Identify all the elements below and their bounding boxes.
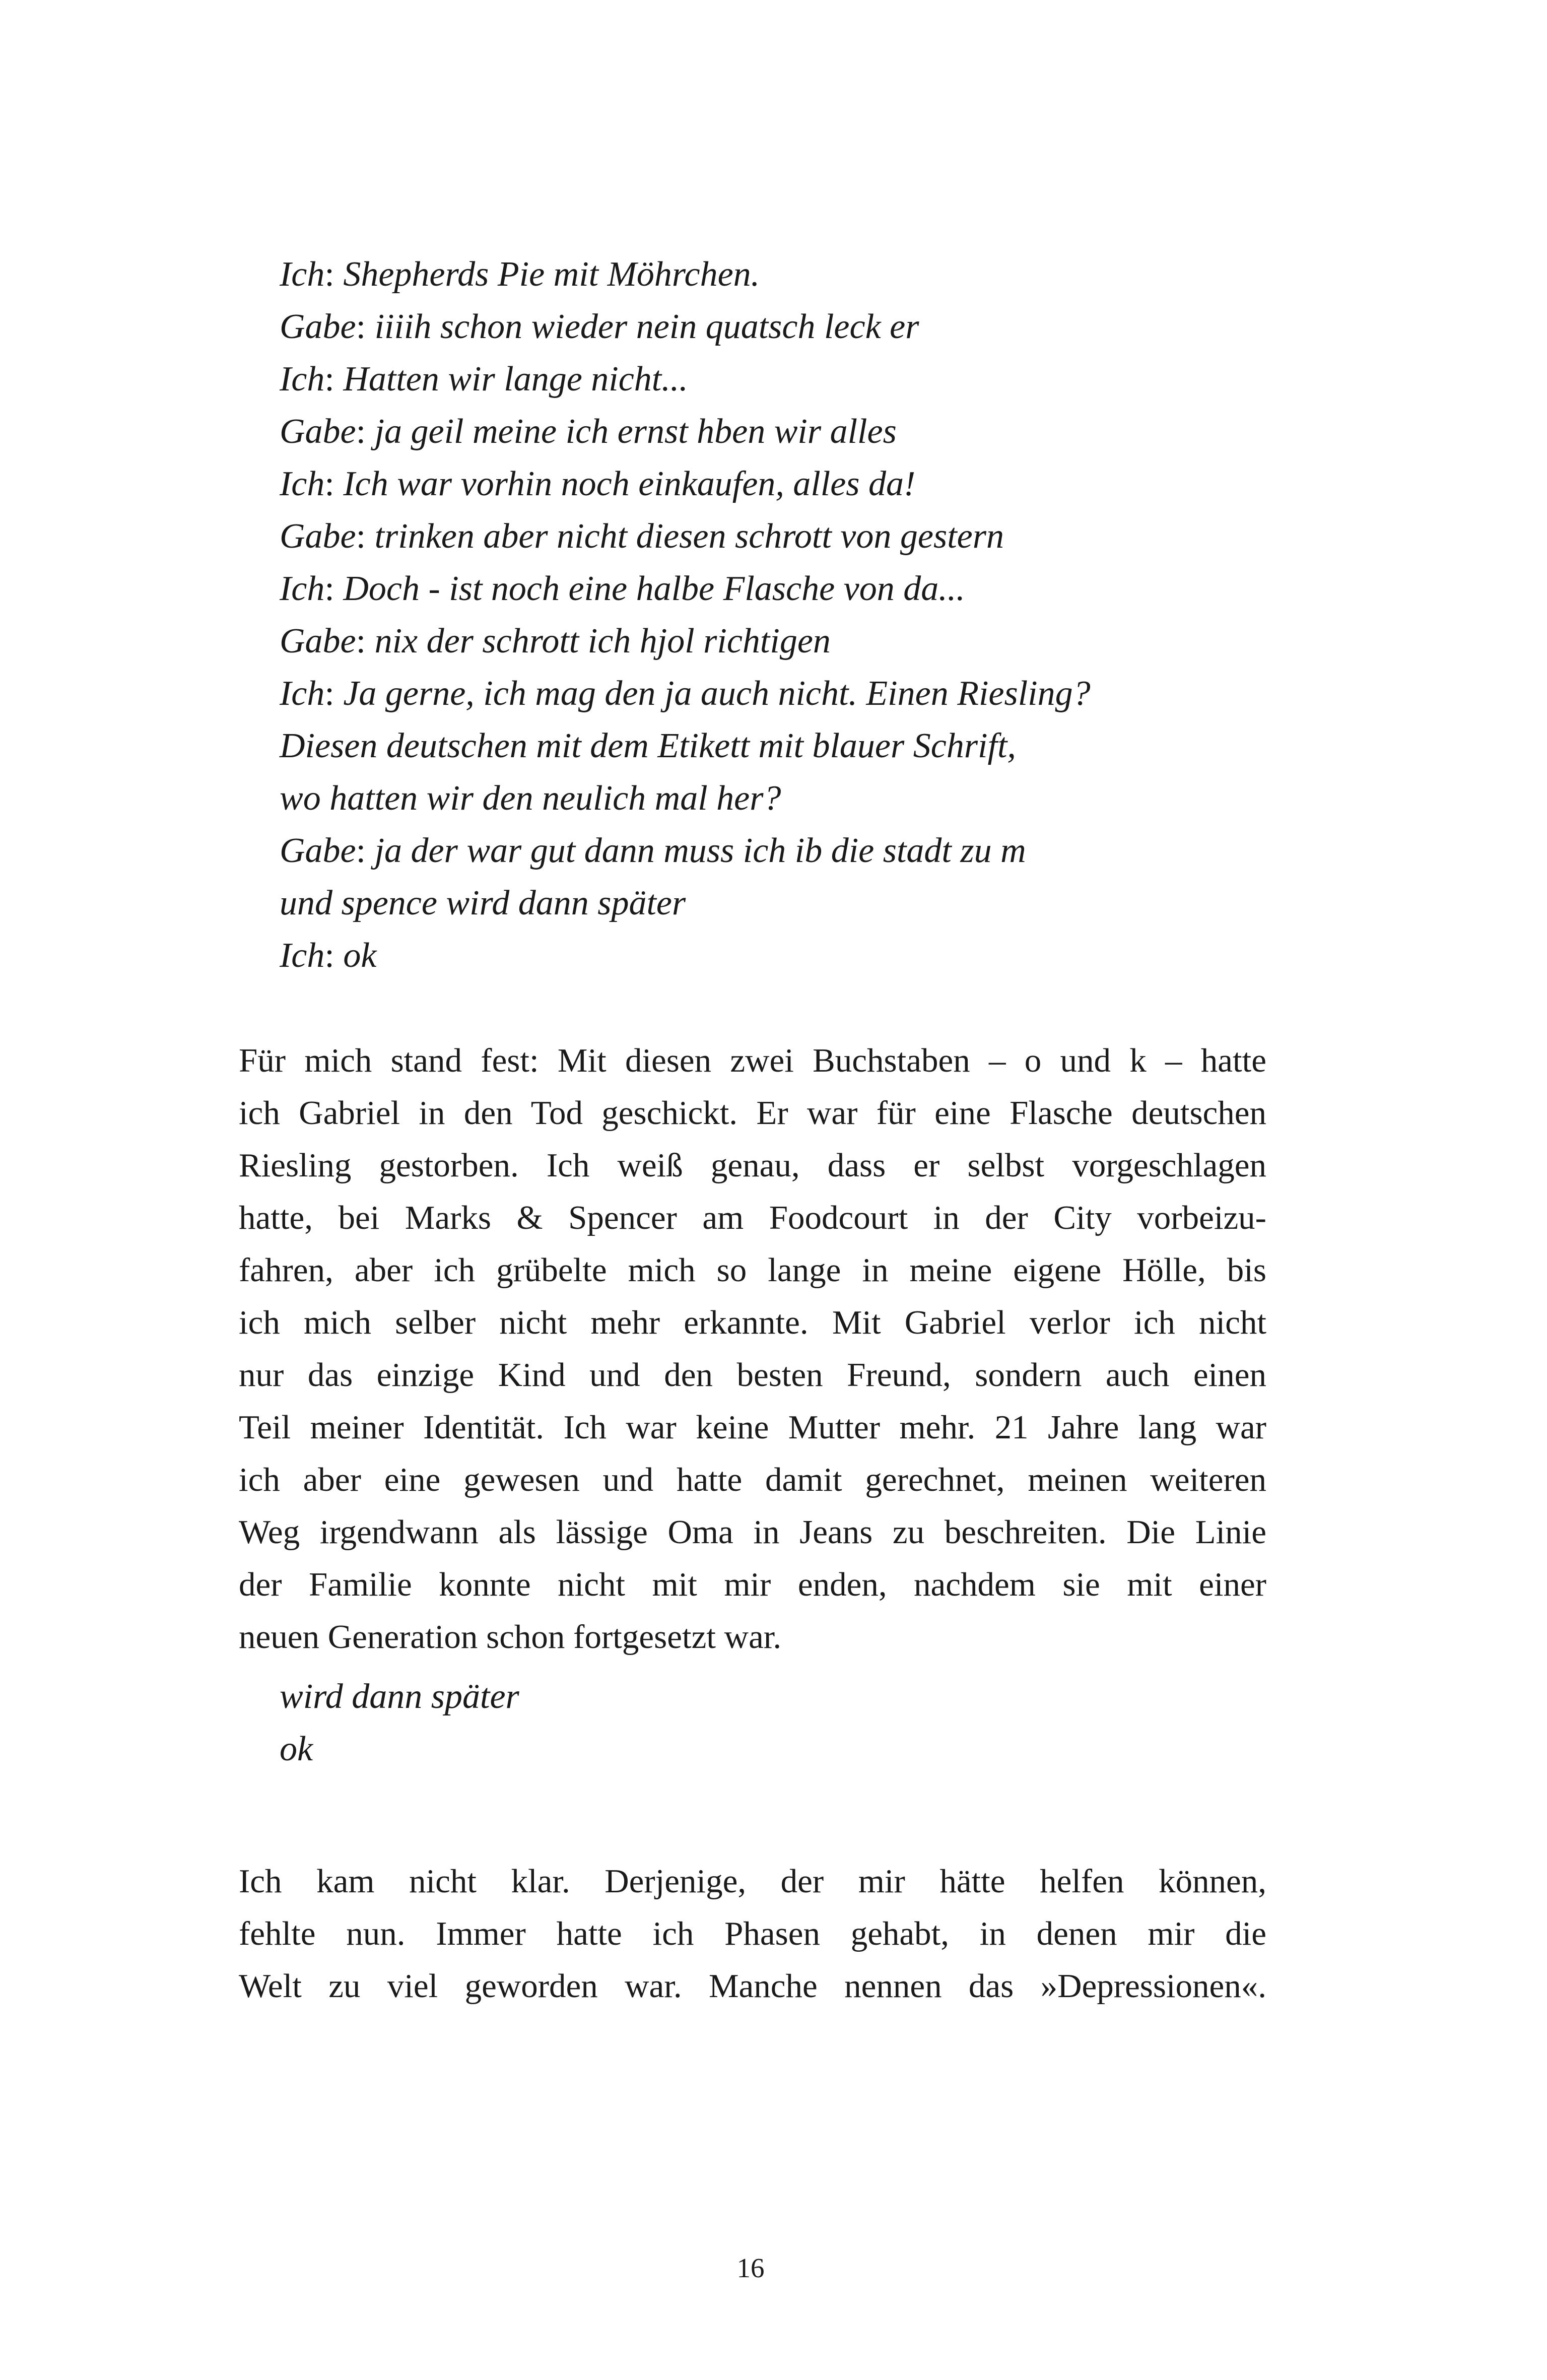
dialog-line: [280, 301, 1287, 353]
speaker-name: Ich: [280, 255, 325, 294]
dialog-text: trinken aber nicht diesen schrott von gestern: [366, 517, 1004, 556]
speaker-colon: :: [324, 255, 334, 294]
paragraph-1: [239, 1034, 1266, 1663]
text-line: der Familie konnte nicht mit mir enden, nachdem sie mit einer: [239, 1566, 1266, 1603]
dialog-line: [280, 406, 1287, 458]
speaker-colon: :: [324, 936, 334, 975]
dialog-line: [280, 615, 1287, 668]
speaker-name: Ich: [280, 569, 325, 608]
speaker-name: Gabe: [280, 517, 356, 556]
speaker-name: Gabe: [280, 831, 356, 870]
speaker-colon: :: [356, 307, 366, 346]
speaker-colon: :: [324, 465, 334, 503]
dialog-text: wo hatten wir den neulich mal her?: [280, 779, 781, 818]
text-line: nur das einzige Kind und den besten Freund, sondern auch einen: [239, 1356, 1266, 1394]
text-line: neuen Generation schon fortgesetzt war.: [239, 1618, 782, 1656]
dialog-line: [280, 510, 1287, 563]
speaker-colon: :: [356, 622, 366, 660]
page-number: 16: [736, 2253, 765, 2283]
text-line: Für mich stand fest: Mit diesen zwei Buchstaben – o und k – hatte: [239, 1042, 1266, 1079]
dialog-text: Hatten wir lange nicht...: [334, 360, 688, 399]
dialog-line: [280, 458, 1287, 510]
dialog-text: und spence wird dann später: [280, 884, 686, 922]
dialog-text: Ich war vorhin noch einkaufen, alles da!: [334, 465, 916, 503]
dialog-text: Ja gerne, ich mag den ja auch nicht. Einen Riesling?: [334, 674, 1091, 713]
dialog-line: [280, 825, 1287, 877]
speaker-name: Ich: [280, 674, 325, 713]
dialog-line: [280, 353, 1287, 406]
speaker-colon: :: [324, 360, 334, 399]
speaker-colon: :: [356, 517, 366, 556]
dialog-text: iiiih schon wieder nein quatsch leck er: [366, 307, 919, 346]
speaker-name: Ich: [280, 360, 325, 399]
speaker-colon: :: [324, 674, 334, 713]
text-line: fehlte nun. Immer hatte ich Phasen gehabt, in denen mir die: [239, 1915, 1266, 1952]
text-line: hatte, bei Marks & Spencer am Foodcourt in der City vorbeizu-: [239, 1199, 1266, 1236]
dialog-text: nix der schrott ich hjol richtigen: [366, 622, 831, 660]
dialog-text: Doch - ist noch eine halbe Flasche von da...: [334, 569, 965, 608]
speaker-colon: :: [356, 412, 366, 451]
dialog-line: [280, 930, 1287, 982]
text-line: Ich kam nicht klar. Derjenige, der mir hätte helfen können,: [239, 1863, 1266, 1900]
dialog-line: [280, 248, 1287, 301]
dialog-text: ja geil meine ich ernst hben wir alles: [366, 412, 897, 451]
dialog-line: ok: [280, 1730, 313, 1768]
text-line: Weg irgendwann als lässige Oma in Jeans zu beschreiten. Die Linie: [239, 1513, 1266, 1551]
speaker-name: Ich: [280, 936, 325, 975]
text-line: Riesling gestorben. Ich weiß genau, dass er selbst vorgeschlagen: [239, 1147, 1266, 1184]
dialog-line: [280, 668, 1287, 720]
text-line: ich aber eine gewesen und hatte damit gerechnet, meinen weiteren: [239, 1461, 1266, 1498]
speaker-colon: :: [324, 569, 334, 608]
speaker-name: Gabe: [280, 307, 356, 346]
paragraph-2: [239, 1855, 1266, 2012]
text-line: Teil meiner Identität. Ich war keine Mutter mehr. 21 Jahre lang war: [239, 1409, 1266, 1446]
dialog-line: [280, 772, 1287, 825]
dialog-text: Diesen deutschen mit dem Etikett mit blauer Schrift,: [280, 726, 1016, 765]
text-line: fahren, aber ich grübelte mich so lange in meine eigene Hölle, bis: [239, 1251, 1266, 1289]
text-line: ich Gabriel in den Tod geschickt. Er war für eine Flasche deutschen: [239, 1094, 1266, 1132]
dialog-line: [280, 877, 1287, 930]
speaker-colon: :: [356, 831, 366, 870]
dialog-excerpt-1: [280, 248, 1287, 982]
dialog-line: [280, 720, 1287, 772]
dialog-text: Shepherds Pie mit Möhrchen.: [334, 255, 760, 294]
speaker-name: Gabe: [280, 622, 356, 660]
text-line: Welt zu viel geworden war. Manche nennen das »Depressionen«.: [239, 1967, 1266, 2005]
dialog-excerpt-2: [280, 1671, 1035, 1775]
dialog-text: ja der war gut dann muss ich ib die stadt zu m: [366, 831, 1026, 870]
text-line: ich mich selber nicht mehr erkannte. Mit Gabriel verlor ich nicht: [239, 1304, 1266, 1341]
dialog-line: [280, 563, 1287, 615]
speaker-name: Ich: [280, 465, 325, 503]
dialog-text: ok: [334, 936, 377, 975]
dialog-line: wird dann später: [280, 1677, 519, 1716]
speaker-name: Gabe: [280, 412, 356, 451]
